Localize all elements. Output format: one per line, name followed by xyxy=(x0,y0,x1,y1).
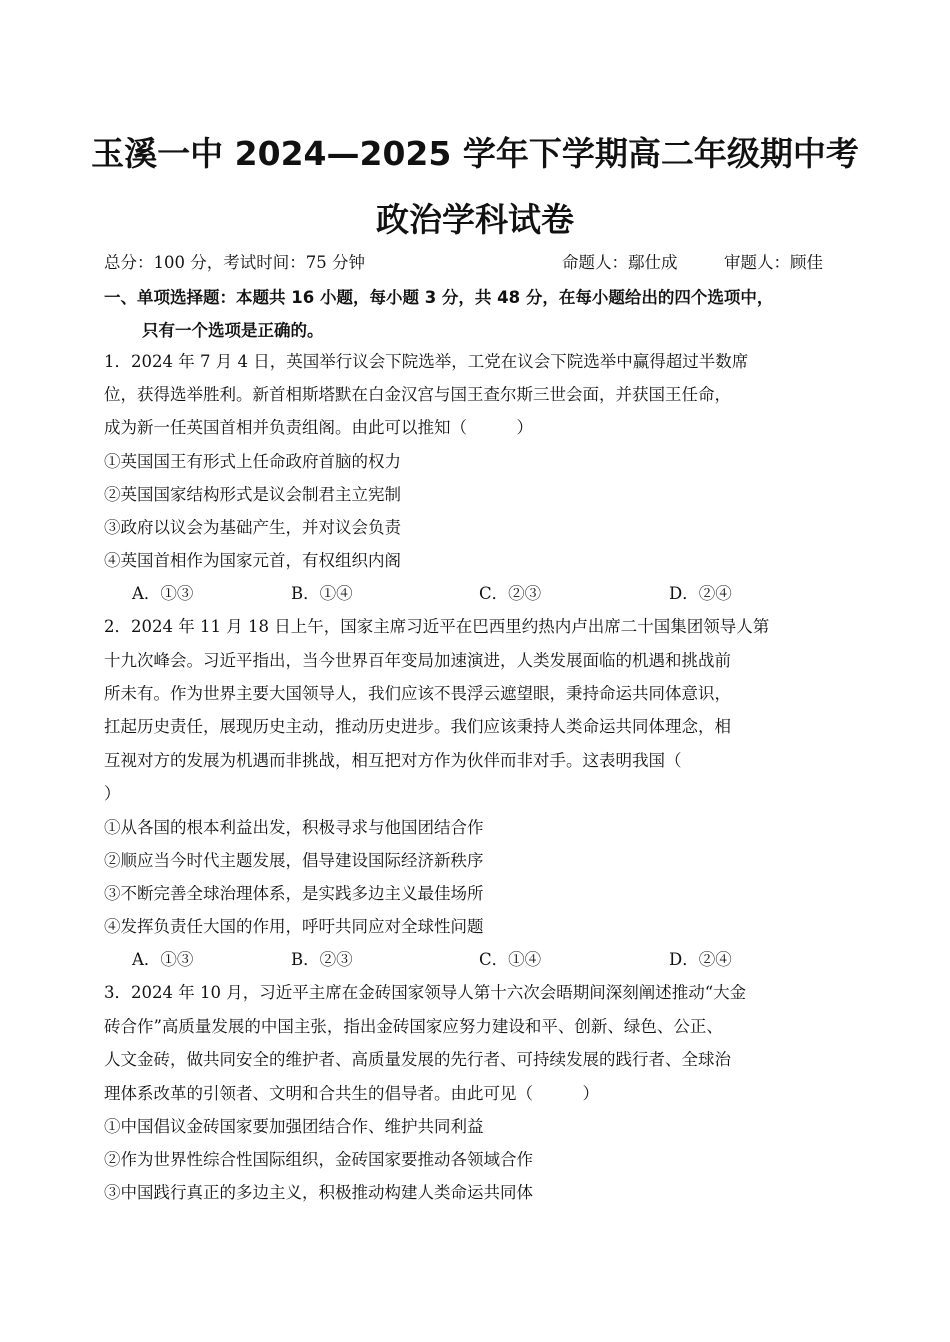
q2-option-d: D．②④ xyxy=(669,950,732,969)
q1-statement: ②英国国家结构形式是议会制君主立宪制 xyxy=(104,485,401,504)
q2-stem-line: 互视对方的发展为机遇而非挑战，相互把对方作为伙伴而非对手。这表明我国（ xyxy=(104,751,682,770)
q2-statement: ①从各国的根本利益出发，积极寻求与他国团结合作 xyxy=(104,818,484,837)
q2-options xyxy=(132,943,832,976)
section-heading-line1: 一、单项选择题：本题共 16 小题，每小题 3 分，共 48 分，在每小题给出的四个选项中， xyxy=(104,288,774,307)
q3-stem-line: 砖合作”高质量发展的中国主张，指出金砖国家应努力建设和平、创新、绿色、公正、 xyxy=(104,1017,723,1036)
q1-statement: ①英国国王有形式上任命政府首脑的权力 xyxy=(104,452,401,471)
author-info: 命题人：鄢仕成 xyxy=(562,253,678,272)
q2-option-a: A．①③ xyxy=(132,950,194,969)
q1-stem-line: 成为新一任英国首相并负责组阁。由此可以推知（ ） xyxy=(104,418,533,437)
q2-stem-line: ） xyxy=(104,784,121,803)
q2-stem-line: 2．2024 年 11 月 18 日上午，国家主席习近平在巴西里约热内卢出席二十国集团领导人第 xyxy=(104,617,770,636)
q3-stem-line: 人文金砖，做共同安全的维护者、高质量发展的先行者、可持续发展的践行者、全球治 xyxy=(104,1050,731,1069)
q1-stem-line: 位，获得选举胜利。新首相斯塔默在白金汉宫与国王查尔斯三世会面，并获国王任命， xyxy=(104,385,731,404)
score-time-info: 总分：100 分，考试时间：75 分钟 xyxy=(104,253,365,272)
q2-stem-line: 所未有。作为世界主要大国领导人，我们应该不畏浮云遮望眼，秉持命运共同体意识， xyxy=(104,684,731,703)
q2-statement: ②顺应当今时代主题发展，倡导建设国际经济新秩序 xyxy=(104,851,484,870)
q3-stem-line: 理体系改革的引领者、文明和合共生的倡导者。由此可见（ ） xyxy=(104,1084,599,1103)
q2-stem-line: 扛起历史责任，展现历史主动，推动历史进步。我们应该秉持人类命运共同体理念，相 xyxy=(104,717,731,736)
q1-statement: ④英国首相作为国家元首，有权组织内阁 xyxy=(104,551,401,570)
q2-statement: ④发挥负责任大国的作用，呼吁共同应对全球性问题 xyxy=(104,917,484,936)
q3-statement: ①中国倡议金砖国家要加强团结合作、维护共同利益 xyxy=(104,1117,484,1136)
exam-title-line1: 玉溪一中 2024—2025 学年下学期高二年级期中考 xyxy=(91,134,859,173)
q1-statement: ③政府以议会为基础产生，并对议会负责 xyxy=(104,518,401,537)
q1-stem-line: 1．2024 年 7 月 4 日，英国举行议会下院选举，工党在议会下院选举中赢得超过半数席 xyxy=(104,352,749,371)
q3-statement: ③中国践行真正的多边主义，积极推动构建人类命运共同体 xyxy=(104,1183,533,1202)
q3-statement: ②作为世界性综合性国际组织，金砖国家要推动各领域合作 xyxy=(104,1150,533,1169)
q2-stem-line: 十九次峰会。习近平指出，当今世界百年变局加速演进，人类发展面临的机遇和挑战前 xyxy=(104,651,731,670)
q1-option-a: A．①③ xyxy=(132,584,194,603)
q1-option-c: C．②③ xyxy=(479,584,542,603)
q2-statement: ③不断完善全球治理体系，是实践多边主义最佳场所 xyxy=(104,884,484,903)
exam-title-line2: 政治学科试卷 xyxy=(376,200,574,239)
q3-stem-line: 3．2024 年 10 月，习近平主席在金砖国家领导人第十六次会晤期间深刻阐述推动“大金 xyxy=(104,983,747,1002)
q2-option-c: C．①④ xyxy=(479,950,542,969)
exam-info xyxy=(104,250,838,276)
q2-option-b: B．②③ xyxy=(291,950,353,969)
section-heading-line2: 只有一个选项是正确的。 xyxy=(142,321,324,340)
q1-option-b: B．①④ xyxy=(291,584,353,603)
reviewer-info: 审题人：顾佳 xyxy=(724,253,823,272)
q1-option-d: D．②④ xyxy=(669,584,732,603)
q1-options xyxy=(132,577,832,610)
